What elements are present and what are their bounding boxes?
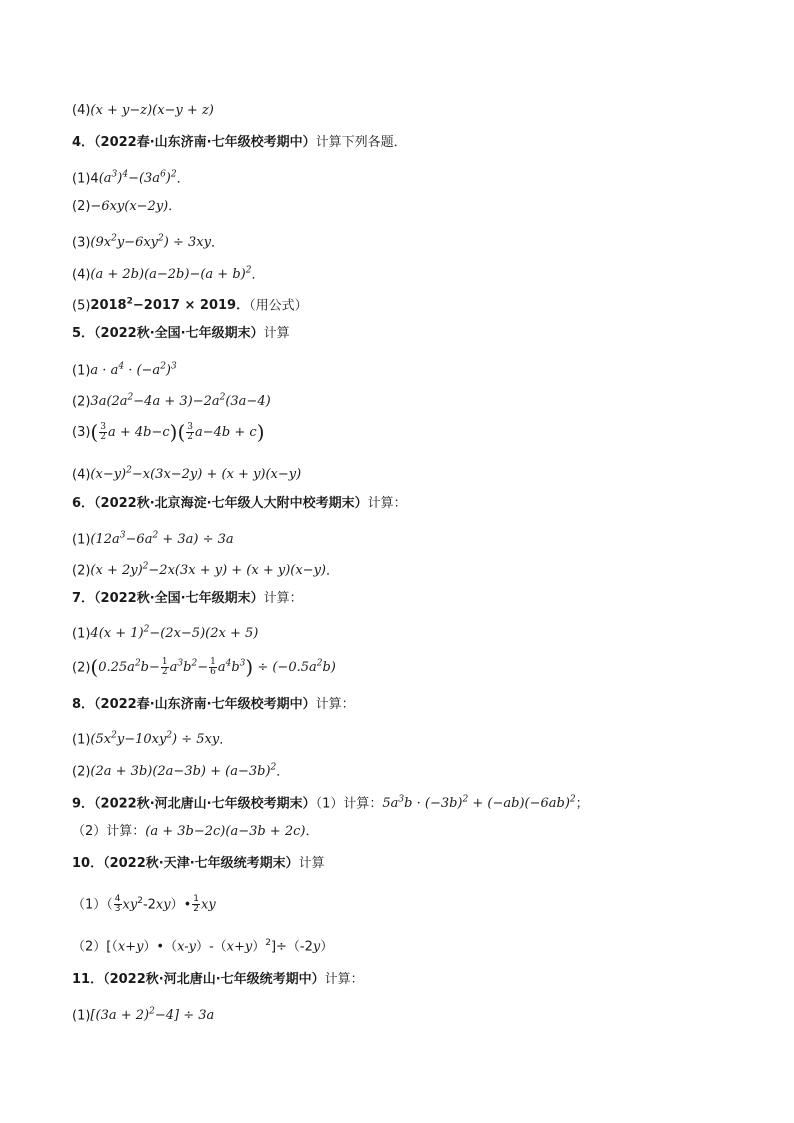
exercise-line: $(1)4(a^3)^4-(3a^6)^2$． — [72, 170, 190, 187]
exercise-line: $(2)(x + 2y)^2-2x(3x + y) + (x + y)(x-y)$． — [72, 562, 340, 579]
exercise-line: $(1)(12a^3-6a^2 + 3a) \div 3a$ — [72, 531, 234, 548]
exercise-line: $(2)[(x+y)•(x-y)-(x+y)^2]\div(-2y)$ — [72, 938, 334, 955]
exercise-line: （2）计算：(a + 3b−2c)(a−3b + 2c)． — [72, 824, 319, 839]
exercise-line: $(1)(5x^2y-10xy^2) \div 5xy$． — [72, 731, 233, 748]
problem-heading: 10．（2022秋·天津·七年级统考期末）计算 — [72, 856, 325, 871]
exercise-line: $(1)[(3a + 2)^2-4] \div 3a$ — [72, 1007, 215, 1024]
exercise-line: $(2)3a(2a^2-4a + 3)-2a^2(3a-4)$ — [72, 393, 271, 410]
exercise-line: (4)(x + y−z)(x−y + z) — [72, 103, 214, 118]
problem-heading: 4．（2022春·山东济南·七年级校考期中）计算下列各题． — [72, 135, 407, 150]
exercise-line: $(1)4(x + 1)^2-(2x-5)(2x + 5)$ — [72, 625, 259, 642]
exercise-line: $(4)(a + 2b)(a-2b)-(a + b)^2$． — [72, 266, 265, 283]
problem-heading: 5．（2022秋·全国·七年级期末）计算 — [72, 326, 290, 341]
problem-heading: 11．（2022秋·河北唐山·七年级统考期中）计算： — [72, 972, 364, 987]
problem-heading: 7．（2022秋·全国·七年级期末）计算： — [72, 591, 303, 606]
problem-heading: 8．（2022春·山东济南·七年级校考期中）计算： — [72, 697, 355, 712]
exercise-line: $(2)(0.25a^2b-$ $\frac{1}{2}$ $a^3b^2-$ $\frac{1}{6}$ $a^4b^3) \div (-0.5a^2b)$ — [72, 655, 336, 680]
exercise-line: (2)−6xy(x−2y)． — [72, 199, 182, 214]
exercise-line: （1）（ $\frac{4}{3}$ $xy^2-2xy)•$ $\frac{1}{2}$ xy — [72, 894, 216, 915]
exercise-line: $(4)(x-y)^2-x(3x-2y) + (x + y)(x-y)$ — [72, 466, 302, 483]
problem-heading: 6．（2022秋·北京海淀·七年级人大附中校考期末）计算： — [72, 496, 407, 511]
exercise-line: $(5)2018^2-2017 \times 2019$．（用公式） — [72, 297, 308, 314]
exercise-line: $(2)(2a + 3b)(2a-3b) + (a-3b)^2$． — [72, 763, 290, 780]
exercise-line: (3)( $\frac{3}{2}$ a + 4b−c)( $\frac{3}{2}$ a−4b + c) — [72, 420, 265, 444]
exercise-line: $(3)(9x^2y-6xy^2) \div 3xy$． — [72, 234, 224, 251]
problem-heading: 9．（2022秋·河北唐山·七年级校考期末）（1）计算：$5a^3b \cdot (-3b)^2 + (-ab)(-6ab)^2$； — [72, 795, 589, 812]
exercise-line: $(1)a \cdot a^4 \cdot (-a^2)^3$ — [72, 362, 177, 379]
